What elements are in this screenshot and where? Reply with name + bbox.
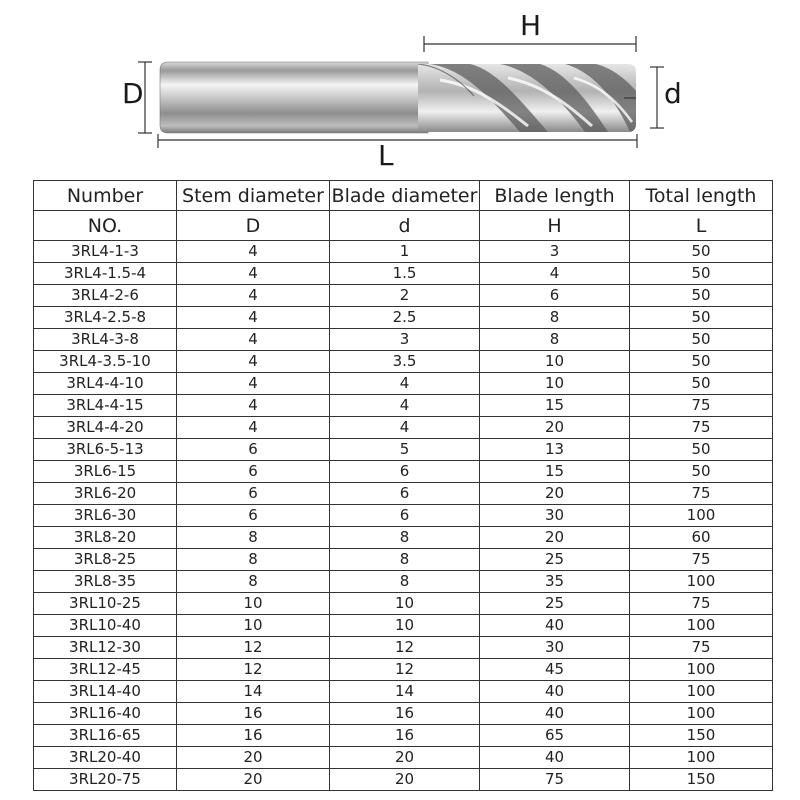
cell-number: 3RL12-30	[34, 637, 177, 659]
cell-blade-diameter: 5	[330, 439, 480, 461]
cell-total-length: 50	[630, 439, 773, 461]
cell-number: 3RL4-2.5-8	[34, 307, 177, 329]
cell-blade-length: 4	[480, 263, 630, 285]
cell-stem-diameter: 8	[177, 549, 330, 571]
cell-stem-diameter: 10	[177, 615, 330, 637]
table-row	[34, 417, 773, 439]
cell-total-length: 100	[630, 505, 773, 527]
cell-blade-length: 30	[480, 505, 630, 527]
cell-blade-diameter: 3	[330, 329, 480, 351]
table-row	[34, 395, 773, 417]
cell-blade-length: 20	[480, 483, 630, 505]
cell-number: 3RL4-3.5-10	[34, 351, 177, 373]
cell-number: 3RL20-75	[34, 769, 177, 791]
cell-number: 3RL4-4-20	[34, 417, 177, 439]
header-row-names	[34, 181, 773, 211]
cell-blade-length: 13	[480, 439, 630, 461]
cell-blade-diameter: 6	[330, 461, 480, 483]
cell-stem-diameter: 6	[177, 439, 330, 461]
cell-total-length: 100	[630, 703, 773, 725]
cell-stem-diameter: 16	[177, 725, 330, 747]
cell-blade-diameter: 1	[330, 241, 480, 263]
cell-number: 3RL4-4-10	[34, 373, 177, 395]
table-row	[34, 285, 773, 307]
cell-total-length: 150	[630, 769, 773, 791]
table-row	[34, 527, 773, 549]
cell-number: 3RL10-25	[34, 593, 177, 615]
cell-blade-length: 20	[480, 527, 630, 549]
table-row	[34, 373, 773, 395]
cell-stem-diameter: 4	[177, 241, 330, 263]
header-stem-diameter: Stem diameter	[177, 181, 330, 211]
table-row	[34, 263, 773, 285]
cell-blade-length: 25	[480, 593, 630, 615]
shank	[160, 62, 428, 133]
header-symbol-D: D	[177, 211, 330, 241]
cell-total-length: 50	[630, 241, 773, 263]
table-row	[34, 439, 773, 461]
cell-blade-diameter: 20	[330, 747, 480, 769]
cell-blade-length: 40	[480, 681, 630, 703]
cell-number: 3RL6-20	[34, 483, 177, 505]
cell-number: 3RL6-5-13	[34, 439, 177, 461]
cell-total-length: 50	[630, 329, 773, 351]
cell-blade-diameter: 12	[330, 659, 480, 681]
table-row	[34, 505, 773, 527]
cell-stem-diameter: 6	[177, 483, 330, 505]
cell-blade-diameter: 4	[330, 373, 480, 395]
cell-blade-diameter: 8	[330, 527, 480, 549]
cell-blade-diameter: 6	[330, 483, 480, 505]
cell-blade-length: 30	[480, 637, 630, 659]
table-row	[34, 351, 773, 373]
cell-blade-diameter: 4	[330, 417, 480, 439]
cell-stem-diameter: 8	[177, 571, 330, 593]
cell-number: 3RL14-40	[34, 681, 177, 703]
cell-blade-diameter: 20	[330, 769, 480, 791]
header-symbol-H: H	[480, 211, 630, 241]
cell-blade-length: 40	[480, 703, 630, 725]
table-row	[34, 615, 773, 637]
cell-blade-length: 8	[480, 307, 630, 329]
cell-stem-diameter: 4	[177, 417, 330, 439]
cell-blade-length: 3	[480, 241, 630, 263]
cell-stem-diameter: 12	[177, 659, 330, 681]
cell-total-length: 100	[630, 571, 773, 593]
header-number: Number	[34, 181, 177, 211]
cell-total-length: 50	[630, 351, 773, 373]
table-row	[34, 725, 773, 747]
cell-blade-length: 15	[480, 395, 630, 417]
table-row	[34, 747, 773, 769]
cell-number: 3RL10-40	[34, 615, 177, 637]
cell-total-length: 75	[630, 549, 773, 571]
cell-number: 3RL8-25	[34, 549, 177, 571]
dimension-label-D: D	[122, 77, 144, 110]
cell-blade-length: 75	[480, 769, 630, 791]
cell-blade-diameter: 10	[330, 615, 480, 637]
cell-blade-length: 35	[480, 571, 630, 593]
cell-blade-diameter: 12	[330, 637, 480, 659]
cell-stem-diameter: 8	[177, 527, 330, 549]
dimension-label-H: H	[520, 9, 542, 42]
table-row	[34, 703, 773, 725]
cell-number: 3RL4-1.5-4	[34, 263, 177, 285]
cell-total-length: 50	[630, 285, 773, 307]
cell-number: 3RL6-15	[34, 461, 177, 483]
cell-blade-length: 40	[480, 615, 630, 637]
cell-total-length: 100	[630, 659, 773, 681]
header-row-symbols	[34, 211, 773, 241]
cell-blade-diameter: 8	[330, 549, 480, 571]
dimension-label-d: d	[664, 77, 682, 110]
cell-stem-diameter: 4	[177, 307, 330, 329]
cell-total-length: 75	[630, 593, 773, 615]
cell-blade-diameter: 6	[330, 505, 480, 527]
cell-total-length: 100	[630, 615, 773, 637]
cell-stem-diameter: 20	[177, 747, 330, 769]
header-total-length: Total length	[630, 181, 773, 211]
flute-section	[418, 64, 640, 132]
cell-blade-length: 8	[480, 329, 630, 351]
cell-blade-length: 40	[480, 747, 630, 769]
cell-blade-diameter: 14	[330, 681, 480, 703]
header-symbol-d: d	[330, 211, 480, 241]
cell-blade-diameter: 10	[330, 593, 480, 615]
cell-stem-diameter: 20	[177, 769, 330, 791]
table-row	[34, 593, 773, 615]
cell-number: 3RL4-4-15	[34, 395, 177, 417]
cell-blade-diameter: 16	[330, 725, 480, 747]
cell-stem-diameter: 4	[177, 395, 330, 417]
cell-blade-diameter: 4	[330, 395, 480, 417]
cell-blade-length: 25	[480, 549, 630, 571]
cell-blade-diameter: 2.5	[330, 307, 480, 329]
cell-blade-diameter: 16	[330, 703, 480, 725]
cell-stem-diameter: 6	[177, 461, 330, 483]
header-no: NO.	[34, 211, 177, 241]
cell-number: 3RL4-2-6	[34, 285, 177, 307]
table-row	[34, 769, 773, 791]
cell-total-length: 50	[630, 307, 773, 329]
header-symbol-L: L	[630, 211, 773, 241]
cell-blade-length: 45	[480, 659, 630, 681]
table-row	[34, 571, 773, 593]
table-row	[34, 461, 773, 483]
cell-number: 3RL16-65	[34, 725, 177, 747]
cell-stem-diameter: 4	[177, 373, 330, 395]
cell-number: 3RL16-40	[34, 703, 177, 725]
cell-blade-length: 6	[480, 285, 630, 307]
cell-total-length: 150	[630, 725, 773, 747]
table-row	[34, 637, 773, 659]
cell-total-length: 75	[630, 483, 773, 505]
dimension-label-L: L	[378, 139, 394, 172]
table-row	[34, 329, 773, 351]
cell-blade-length: 20	[480, 417, 630, 439]
cell-total-length: 100	[630, 747, 773, 769]
cell-total-length: 75	[630, 417, 773, 439]
cell-blade-length: 65	[480, 725, 630, 747]
cell-total-length: 75	[630, 637, 773, 659]
cell-stem-diameter: 4	[177, 351, 330, 373]
table-row	[34, 307, 773, 329]
cell-stem-diameter: 12	[177, 637, 330, 659]
cell-total-length: 100	[630, 681, 773, 703]
table-row	[34, 241, 773, 263]
cell-number: 3RL4-3-8	[34, 329, 177, 351]
cell-stem-diameter: 4	[177, 329, 330, 351]
cell-number: 3RL20-40	[34, 747, 177, 769]
header-blade-diameter: Blade diameter	[330, 181, 480, 211]
table-row	[34, 659, 773, 681]
cell-stem-diameter: 6	[177, 505, 330, 527]
cell-number: 3RL8-35	[34, 571, 177, 593]
cell-blade-diameter: 1.5	[330, 263, 480, 285]
cell-stem-diameter: 4	[177, 285, 330, 307]
cell-total-length: 50	[630, 461, 773, 483]
cell-stem-diameter: 4	[177, 263, 330, 285]
table-row	[34, 483, 773, 505]
cell-blade-diameter: 8	[330, 571, 480, 593]
specification-table	[33, 180, 773, 791]
cell-blade-length: 15	[480, 461, 630, 483]
cell-blade-diameter: 3.5	[330, 351, 480, 373]
cell-number: 3RL12-45	[34, 659, 177, 681]
table-row	[34, 549, 773, 571]
cell-number: 3RL6-30	[34, 505, 177, 527]
cell-total-length: 75	[630, 395, 773, 417]
cell-stem-diameter: 10	[177, 593, 330, 615]
cell-number: 3RL4-1-3	[34, 241, 177, 263]
header-blade-length: Blade length	[480, 181, 630, 211]
cell-total-length: 60	[630, 527, 773, 549]
cell-total-length: 50	[630, 263, 773, 285]
cell-blade-length: 10	[480, 373, 630, 395]
table-row	[34, 681, 773, 703]
cell-blade-length: 10	[480, 351, 630, 373]
cell-number: 3RL8-20	[34, 527, 177, 549]
cell-stem-diameter: 16	[177, 703, 330, 725]
cell-total-length: 50	[630, 373, 773, 395]
cell-stem-diameter: 14	[177, 681, 330, 703]
cell-blade-diameter: 2	[330, 285, 480, 307]
